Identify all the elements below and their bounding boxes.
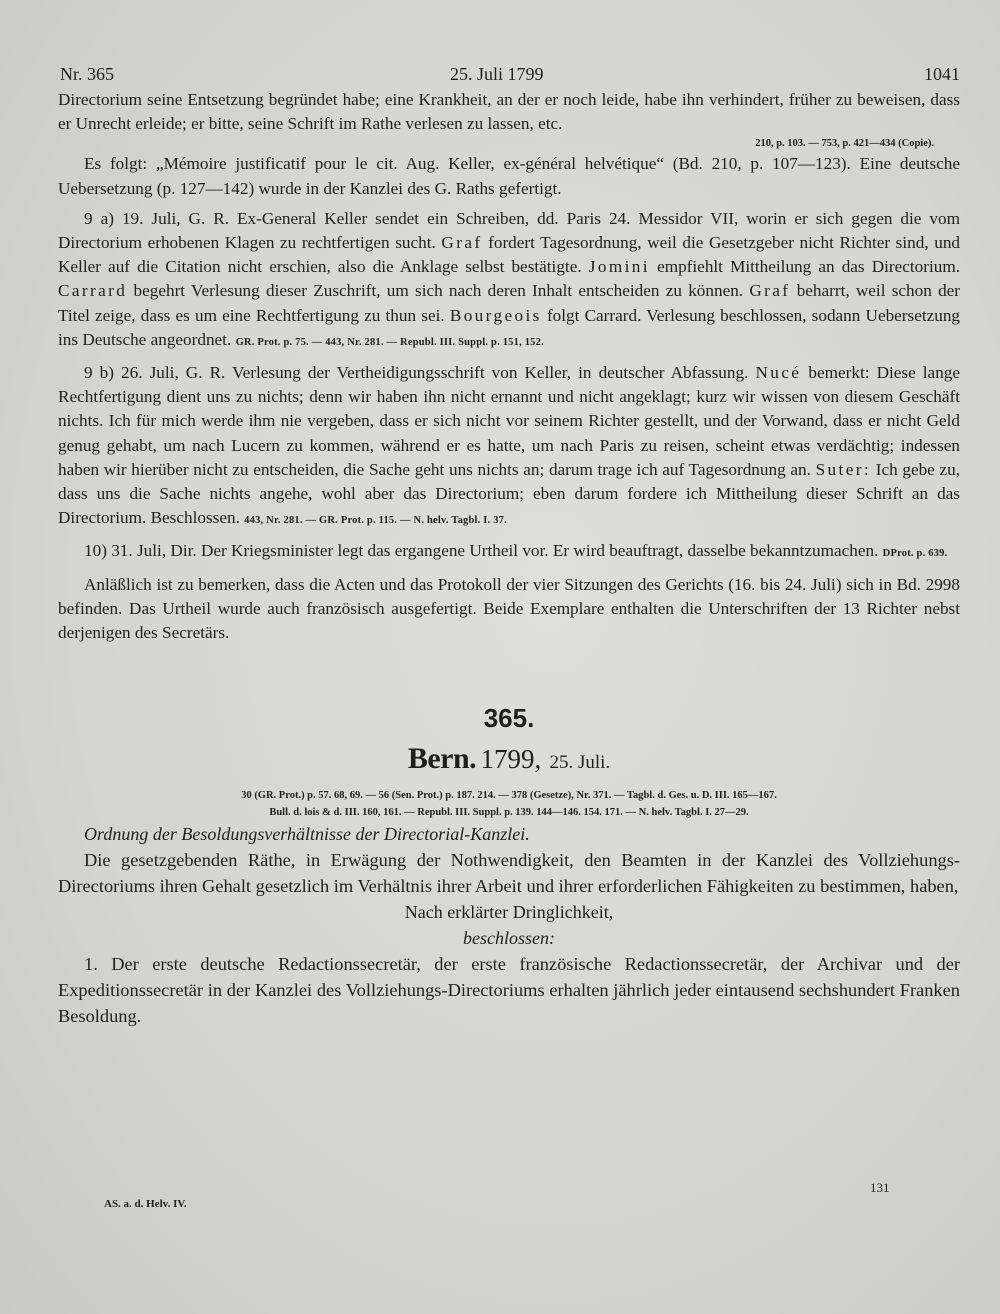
reference-line: Bull. d. lois & d. III. 160, 161. — Republ. III. Suppl. p. 139. 144—146. 154. 171. — N. helv. Tagbl. I. 27—29. [269,807,749,819]
speaker-name: Nucé [755,363,802,383]
source-reference: 210, p. 103. — 753, p. 421—434 (Copie). [755,138,934,150]
speaker-name: Graf [441,233,483,253]
speaker-name: Jomini [588,257,650,277]
document-title: Ordnung der Besoldungsverhältnisse der Directorial-Kanzlei. [84,824,530,845]
year: 1799, [480,744,542,775]
source-reference: DProt. p. 639. [882,548,948,560]
speaker-name: Graf [749,281,791,301]
text-run: beharrt, weil schon der Titel zeige, dass es um eine Rechtfertigung zu thun sei. [58,281,961,325]
document-number: Nr. 365 [60,64,114,84]
place-name: Bern. [407,742,477,776]
page-number: 1041 [924,64,960,84]
footer-signature: AS. a. d. Helv. IV. [104,1198,187,1210]
text-run: fordert Tagesordnung, weil die Gesetzgeber nicht Richter sind, und Keller auf die Citation nicht erschien, also die Anklage selbst bestätigte. [58,233,961,277]
reference-line: 30 (GR. Prot.) p. 57. 68, 69. — 56 (Sen. Prot.) p. 187. 214. — 378 (Gesetze), Nr. 371. — Tagbl. d. Ges. u. D. III. 165—167. [241,790,777,802]
text-run: folgt Carrard. Verlesung beschlossen, sodann Uebersetzung ins Deutsche angeordnet. [58,305,961,349]
urgency-line: Nach erklärter Dringlichkeit, [404,902,614,923]
decree-preamble: Die gesetzgebenden Räthe, in Erwägung der Nothwendigkeit, den Beamten in der Kanzlei des Vollziehungs-Directoriums ihren Gehalt gesetzlich im Verhältnis ihrer Arbeit und ihrer erforderlichen Fähigkeiten zu bestimmen, haben, [58,850,960,897]
paragraph-9b [58,361,960,533]
page-header [60,64,960,88]
sheet-number: 131 [870,1180,890,1195]
paragraph-9a [58,207,960,355]
text-run: Ich gebe zu, dass uns die Sache nichts angehe, wohl aber das Directorium; eben darum fordere ich Mittheilung dieser Schrift an das Directorium. Beschlossen. [58,459,961,528]
text-run: bemerkt: Diese lange Rechtfertigung dient uns zu nichts; denn wir haben ihn nicht ernannt und nicht angeklagt; kurz wir wissen von diesem Geschäft nichts. Ich für mich werde ihm nie vergeben, dass er sich nicht vor seinem Richter gestellt, und der Vorwand, dass er nicht Geld genug gehabt, um nach Lucern zu kommen, während er es hatte, um nach Paris zu reisen, scheint etwas verdächtig; indessen haben wir hierüber nicht zu entscheiden, die Sache geht uns nichts an; darum trage ich auf Tagesordnung an. [58,363,961,479]
header-date: 25. Juli 1799 [450,64,544,84]
text-run: empfiehlt Mittheilung an das Directorium. [657,257,961,277]
paragraph-memoire: Es folgt: „Mémoire justificatif pour le cit. Aug. Keller, ex-général helvétique“ (Bd. 210, p. 107—123). Eine deutsche Uebersetzung (p. 127—142) wurde in der Kanzlei des G. Raths gefertigt. [58,154,960,198]
text-run: 9 a) 19. Juli, G. R. Ex-General Keller sendet ein Schreiben, dd. Paris 24. Messidor VII, worin er sich gegen die vom Directorium erhobenen Klagen zu rechtfertigen sucht. [58,208,960,253]
document-dateline [58,741,960,781]
document-heading-number: 365. [483,703,535,734]
source-reference: 443, Nr. 281. — GR. Prot. p. 115. — N. helv. Tagbl. I. 37. [244,515,507,527]
resolved-line: beschlossen: [463,928,555,949]
speaker-name: Suter: [815,459,872,479]
text-run: begehrt Verlesung dieser Zuschrift, um sich nach deren Inhalt entscheiden zu können. [133,281,744,301]
archival-references [58,787,960,821]
speaker-name: Bourgeois [449,305,542,325]
paragraph-continuation: Directorium seine Entsetzung begründet habe; eine Krankheit, an der er noch leide, habe ihn verhindert, früher zu beweisen, dass er Unrecht erleide; er bitte, seine Schrift im Rathe verlesen zu lassen, etc. [58,90,960,134]
paragraph-10 [58,539,960,566]
page-body [58,88,960,1029]
source-reference: GR. Prot. p. 75. — 443, Nr. 281. — Republ. III. Suppl. p. 151, 152. [235,336,544,348]
date: 25. Juli. [549,752,611,774]
paragraph-note: Anläßlich ist zu bemerken, dass die Acten und das Protokoll der vier Sitzungen des Gerichts (16. bis 24. Juli) sich in Bd. 2998 befinden. Das Urtheil wurde auch französisch ausgefertigt. Beide Exemplare enthalten die Unterschriften der 13 Richter nebst derjenigen des Secretärs. [58,574,960,643]
speaker-name: Carrard [58,281,128,301]
text-run: 9 b) 26. Juli, G. R. Verlesung der Vertheidigungsschrift von Keller, in deutscher Abfassung. [84,363,749,383]
article-1: 1. Der erste deutsche Redactionssecretär, der erste französische Redactionssecretär, der Archivar und der Expeditionssecretär in der Kanzlei des Vollziehungs-Directoriums erhalten jährlich jeder eintausend sechshundert Franken Besoldung. [58,954,960,1027]
text-run: 10) 31. Juli, Dir. Der Kriegsminister legt das ergangene Urtheil vor. Er wird beauftragt, dasselbe bekanntzumachen. [84,541,879,561]
